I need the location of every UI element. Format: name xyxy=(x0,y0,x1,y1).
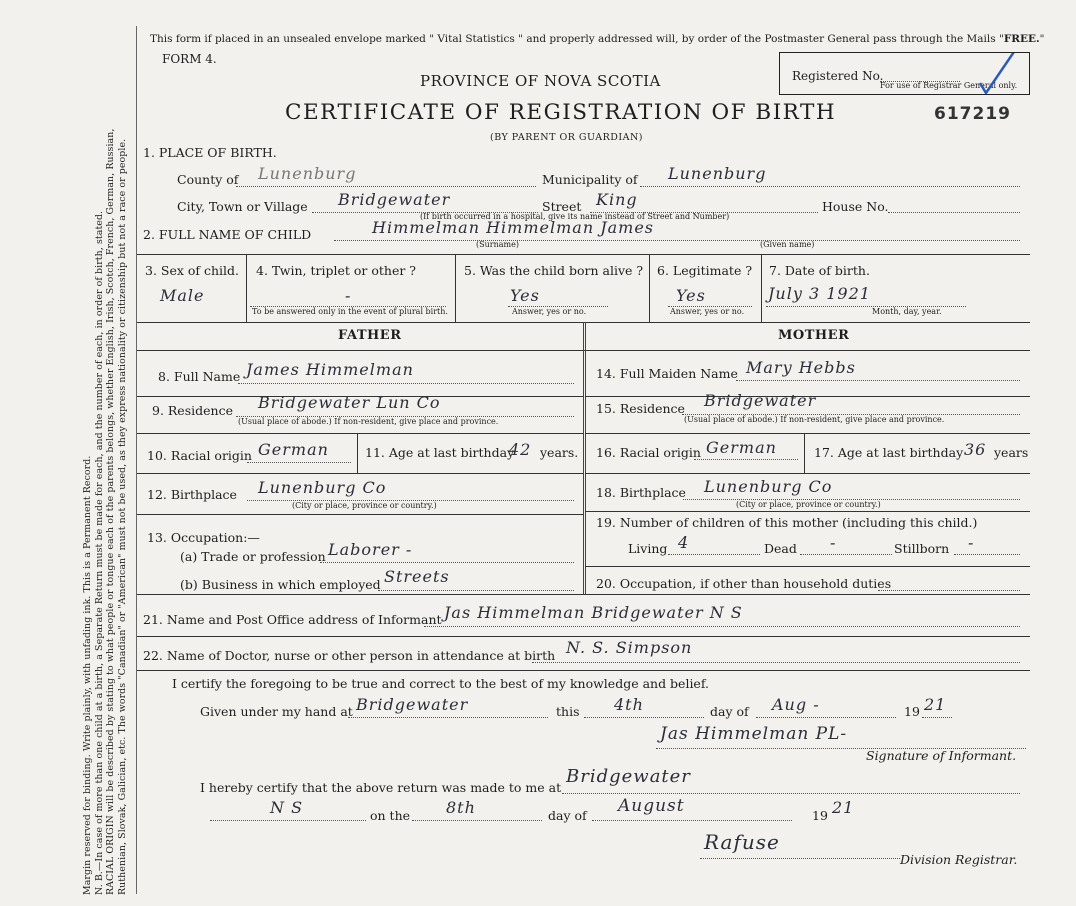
mother-racial-age-divider xyxy=(804,433,805,473)
mother-birthplace-value: Lunenburg Co xyxy=(704,477,833,496)
street-value: King xyxy=(596,190,638,209)
registrar-place-line xyxy=(562,793,1020,794)
child-name-line xyxy=(334,240,1020,241)
father-age-label: 11. Age at last birthday xyxy=(365,445,515,460)
father-business-line xyxy=(378,590,574,591)
informant-line xyxy=(424,626,1020,627)
father-row-divider-2 xyxy=(137,433,583,434)
sex-value: Male xyxy=(160,286,205,305)
margin-line-1: Margin reserved for binding. Write plainly, with unfading ink. This is a Permanent Record. xyxy=(82,455,93,895)
mother-stillborn-line xyxy=(954,554,1020,555)
father-age-unit: years. xyxy=(540,445,579,460)
father-heading: FATHER xyxy=(338,328,402,343)
registered-label: Registered No. xyxy=(792,69,884,83)
city-value: Bridgewater xyxy=(338,190,451,209)
row3-divider-4 xyxy=(761,254,762,322)
mother-racial-label: 16. Racial origin xyxy=(596,445,701,460)
postal-free: FREE. xyxy=(1003,33,1040,45)
certification-top-border xyxy=(137,670,1030,671)
mother-residence-note: (Usual place of abode.) If non-resident, give place and province. xyxy=(684,415,945,424)
parents-center-divider xyxy=(583,322,586,594)
informant-signature-label: Signature of Informant. xyxy=(866,748,1017,763)
mother-living-line xyxy=(668,554,760,555)
row3-divider-2 xyxy=(455,254,456,322)
given-name-note: (Given name) xyxy=(760,240,815,249)
father-name-value: James Himmelman xyxy=(246,360,414,379)
registrar-month-line xyxy=(592,820,792,821)
hospital-note: (If birth occurred in a hospital, give its name instead of Street and Number) xyxy=(420,212,730,221)
informant-value: Jas Himmelman Bridgewater N S xyxy=(444,603,743,622)
form-left-border xyxy=(136,26,137,894)
registrar-signature: Rafuse xyxy=(704,830,780,854)
informant-label: 21. Name and Post Office address of Informant xyxy=(143,612,442,627)
father-name-line xyxy=(238,383,574,384)
father-residence-note: (Usual place of abode.) If non-resident, give place and province. xyxy=(238,417,499,426)
twin-value: - xyxy=(345,286,352,305)
child-name-label: 2. FULL NAME OF CHILD xyxy=(143,227,312,242)
mother-row-divider-4 xyxy=(585,511,1030,512)
registrar-place-value: Bridgewater xyxy=(566,766,691,787)
year-line xyxy=(922,717,952,718)
doctor-top-border xyxy=(137,636,1030,637)
municipality-line xyxy=(640,186,1020,187)
mother-age-value: 36 xyxy=(964,440,987,459)
father-racial-age-divider xyxy=(357,433,358,473)
father-row-divider-4 xyxy=(137,514,583,515)
registrar-signature-line xyxy=(700,858,900,859)
municipality-value: Lunenburg xyxy=(668,164,767,183)
legitimate-note: Answer, yes or no. xyxy=(670,307,745,316)
form-number: FORM 4. xyxy=(162,52,217,66)
margin-line-2: N. B.—In case of more than one child at a birth, a Separate Return must be made for each, and the number of each, in order of birth, stated. xyxy=(93,210,105,895)
county-label: County of xyxy=(177,172,239,187)
doctor-line xyxy=(532,662,1020,663)
mother-stillborn-label: Stillborn xyxy=(894,541,950,556)
registrar-province-value: N S xyxy=(270,798,304,817)
mother-name-label: 14. Full Maiden Name xyxy=(596,366,738,381)
city-label: City, Town or Village xyxy=(177,199,308,214)
house-line xyxy=(888,212,1020,213)
registrar-day-of-label: day of xyxy=(548,808,587,823)
mother-age-unit: years xyxy=(994,445,1029,460)
mother-racial-line xyxy=(694,459,798,460)
certify-text: I certify the foregoing to be true and correct to the best of my knowledge and belief. xyxy=(172,676,709,691)
registrar-month-value: August xyxy=(618,796,685,816)
mother-children-label: 19. Number of children of this mother (including this child.) xyxy=(596,515,978,530)
mother-occupation-label: 20. Occupation, if other than household duties xyxy=(596,576,892,591)
postal-notice xyxy=(150,33,1045,45)
county-line xyxy=(236,186,536,187)
mother-row-divider-2 xyxy=(585,433,1030,434)
registrar-certify-text: I hereby certify that the above return was made to me at xyxy=(200,780,562,795)
surname-note: (Surname) xyxy=(476,240,519,249)
certificate-subtitle: (BY PARENT OR GUARDIAN) xyxy=(490,132,643,143)
father-trade-line xyxy=(320,562,574,563)
given-place-value: Bridgewater xyxy=(356,695,469,714)
year-value: 21 xyxy=(924,695,947,714)
date-of-birth-note: Month, day, year. xyxy=(872,307,942,316)
legitimate-label: 6. Legitimate ? xyxy=(657,263,753,278)
postal-notice-text: This form if placed in an unsealed envelope marked " Vital Statistics " and properly addressed will, by order of the Postmaster General pass through the Mails " xyxy=(150,33,1004,45)
alive-note: Answer, yes or no. xyxy=(512,307,587,316)
registrar-signature-label: Division Registrar. xyxy=(900,852,1018,867)
day-of-label: day of xyxy=(710,704,749,719)
mother-occupation-line xyxy=(878,590,1020,591)
father-business-label: (b) Business in which employed xyxy=(180,577,381,592)
father-birthplace-note: (City or place, province or country.) xyxy=(292,501,437,510)
father-trade-value: Laborer - xyxy=(328,540,413,559)
child-name-value: Himmelman Himmelman James xyxy=(372,218,655,237)
mother-living-label: Living xyxy=(628,541,668,556)
father-business-value: Streets xyxy=(384,567,450,586)
house-label: House No. xyxy=(822,199,889,214)
mother-name-value: Mary Hebbs xyxy=(746,358,856,377)
legitimate-value: Yes xyxy=(676,286,706,305)
alive-value: Yes xyxy=(510,286,540,305)
registrar-day-line xyxy=(412,820,542,821)
mother-living-value: 4 xyxy=(678,533,690,552)
year-prefix: 19 xyxy=(904,704,920,719)
checkmark-icon xyxy=(780,53,1029,94)
father-birthplace-value: Lunenburg Co xyxy=(258,478,387,497)
month-line xyxy=(756,717,896,718)
father-name-label: 8. Full Name xyxy=(158,369,241,384)
registrar-year-prefix: 19 xyxy=(812,808,828,823)
row3-divider-3 xyxy=(649,254,650,322)
alive-label: 5. Was the child born alive ? xyxy=(464,263,644,278)
mother-dead-value: - xyxy=(830,533,837,552)
father-residence-label: 9. Residence xyxy=(152,403,233,418)
street-label: Street xyxy=(542,199,582,214)
date-of-birth-label: 7. Date of birth. xyxy=(769,263,870,278)
given-label: Given under my hand at xyxy=(200,704,353,719)
this-label: this xyxy=(556,704,580,719)
mother-residence-value: Bridgewater xyxy=(704,391,817,410)
on-the-label: on the xyxy=(370,808,411,823)
twin-label: 4. Twin, triplet or other ? xyxy=(256,263,416,278)
registrar-day-value: 8th xyxy=(446,798,476,817)
father-row-divider-3 xyxy=(137,473,583,474)
county-value: Lunenburg xyxy=(258,164,357,183)
mother-stillborn-value: - xyxy=(968,533,975,552)
margin-line-4: Ruthenian, Slovak, Galician, etc. The words "Canadian" or "American" must not be used, as they express nationality or citizenship but not a race or people. xyxy=(116,138,128,895)
date-of-birth-value: July 3 1921 xyxy=(768,284,871,303)
father-age-value: 42 xyxy=(509,440,532,459)
given-place-line xyxy=(348,717,548,718)
mother-row-divider-3 xyxy=(585,473,1030,474)
doctor-value: N. S. Simpson xyxy=(566,638,693,657)
mother-row-divider-5 xyxy=(585,566,1030,567)
certificate-number: 617219 xyxy=(934,104,1011,124)
place-of-birth-label: 1. PLACE OF BIRTH. xyxy=(143,145,277,160)
father-trade-label: (a) Trade or profession xyxy=(180,549,326,564)
father-birthplace-label: 12. Birthplace xyxy=(147,487,237,502)
this-line xyxy=(584,717,704,718)
mother-residence-label: 15. Residence xyxy=(596,401,685,416)
father-racial-line xyxy=(247,462,351,463)
row3-divider-1 xyxy=(246,254,247,322)
registrar-year-value: 21 xyxy=(832,798,855,817)
mother-racial-value: German xyxy=(706,438,777,457)
mother-dead-line xyxy=(800,554,892,555)
registrar-province-line xyxy=(210,820,366,821)
mother-birthplace-note: (City or place, province or country.) xyxy=(736,500,881,509)
registered-number-box xyxy=(779,52,1030,95)
mother-name-line xyxy=(736,380,1020,381)
father-racial-value: German xyxy=(258,440,329,459)
registered-note: For use of Registrar General only. xyxy=(880,81,1018,90)
postal-close: " xyxy=(1039,33,1045,45)
certificate-title: CERTIFICATE OF REGISTRATION OF BIRTH xyxy=(285,100,837,125)
sex-label: 3. Sex of child. xyxy=(145,263,240,278)
mother-heading: MOTHER xyxy=(778,328,850,343)
this-value: 4th xyxy=(614,695,644,714)
father-occupation-label: 13. Occupation:— xyxy=(147,530,260,545)
twin-note: To be answered only in the event of plural birth. xyxy=(252,307,448,316)
informant-top-border xyxy=(137,594,1030,595)
municipality-label: Municipality of xyxy=(542,172,638,187)
row3-top-border xyxy=(137,254,1030,255)
doctor-label: 22. Name of Doctor, nurse or other person in attendance at birth xyxy=(143,648,556,663)
mother-age-label: 17. Age at last birthday xyxy=(814,445,964,460)
mother-dead-label: Dead xyxy=(764,541,797,556)
month-value: Aug - xyxy=(772,695,820,714)
father-residence-value: Bridgewater Lun Co xyxy=(258,393,441,412)
margin-line-3: RACIAL ORIGIN will be described by stating to what people or tongue each of the parents belongs, whether English, Irish, Scotch, French, German, Russian, xyxy=(105,128,116,895)
mother-birthplace-label: 18. Birthplace xyxy=(596,485,686,500)
informant-signature: Jas Himmelman PL- xyxy=(660,724,848,744)
father-racial-label: 10. Racial origin xyxy=(147,448,252,463)
province-heading: PROVINCE OF NOVA SCOTIA xyxy=(420,72,661,90)
